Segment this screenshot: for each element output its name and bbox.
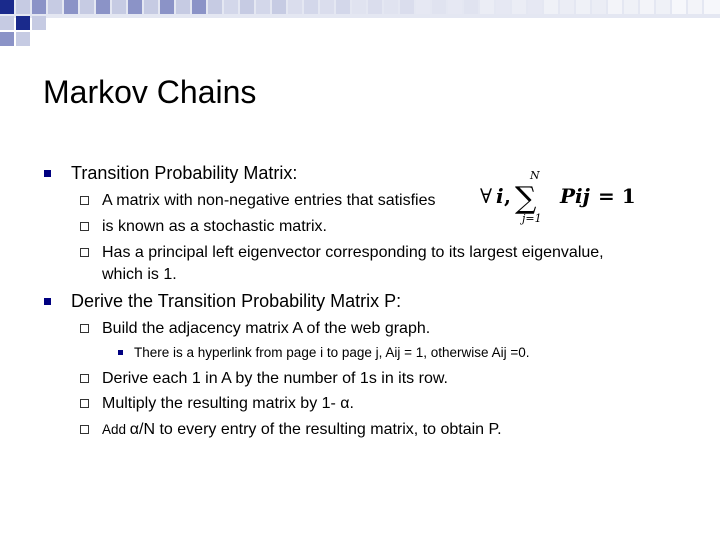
- formula-sum: ∑: [515, 181, 537, 216]
- bullet-square-icon: [44, 298, 51, 305]
- sub-sub-bullet-square-icon: [118, 350, 123, 355]
- slide-title: Markov Chains: [43, 74, 257, 110]
- add-label: Add: [102, 422, 130, 437]
- sub-bullet-text-continued: which is 1.: [102, 266, 177, 283]
- sub-bullet-box-icon: [80, 324, 89, 333]
- sub-bullet-box-icon: [80, 425, 89, 434]
- sub-bullet-text: Derive each 1 in A by the number of 1s in its row.: [102, 370, 448, 387]
- sub-bullet-box-icon: [80, 196, 89, 205]
- sub-bullet-text: Multiply the resulting matrix by 1- α.: [102, 395, 354, 412]
- sub-bullet-text: is known as a stochastic matrix.: [102, 218, 327, 235]
- sub-bullet-box-icon: [80, 248, 89, 257]
- formula-var: i: [496, 184, 504, 208]
- sub-bullet-box-icon: [80, 374, 89, 383]
- sub-bullet-text: [102, 419, 502, 441]
- bullet-text: Derive the Transition Probability Matrix P:: [71, 291, 402, 311]
- formula-lower: j=1: [522, 212, 542, 225]
- sub-bullet-box-icon: [80, 222, 89, 231]
- sub-bullet-text: A matrix with non-negative entries that satisfies: [102, 192, 436, 209]
- bullet-square-icon: [44, 170, 51, 177]
- sub-bullet-text: Build the adjacency matrix A of the web graph.: [102, 320, 431, 337]
- add-rest: α/N to every entry of the resulting matrix, to obtain P.: [129, 421, 502, 438]
- sub-bullet-text: Has a principal left eigenvector corresponding to its largest eigenvalue,: [102, 244, 604, 261]
- bullet-text: Transition Probability Matrix:: [71, 163, 298, 183]
- formula-term: Pij: [560, 184, 590, 208]
- sub-sub-bullet-text: There is a hyperlink from page i to page j, Aij = 1, otherwise Aij =0.: [134, 345, 530, 360]
- formula-upper: N: [530, 170, 540, 182]
- formula-comma: ,: [504, 184, 511, 208]
- formula-rhs: = 1: [598, 184, 636, 208]
- sub-bullet-box-icon: [80, 399, 89, 408]
- stochastic-formula: [478, 170, 643, 226]
- formula-forall: ∀: [480, 184, 493, 208]
